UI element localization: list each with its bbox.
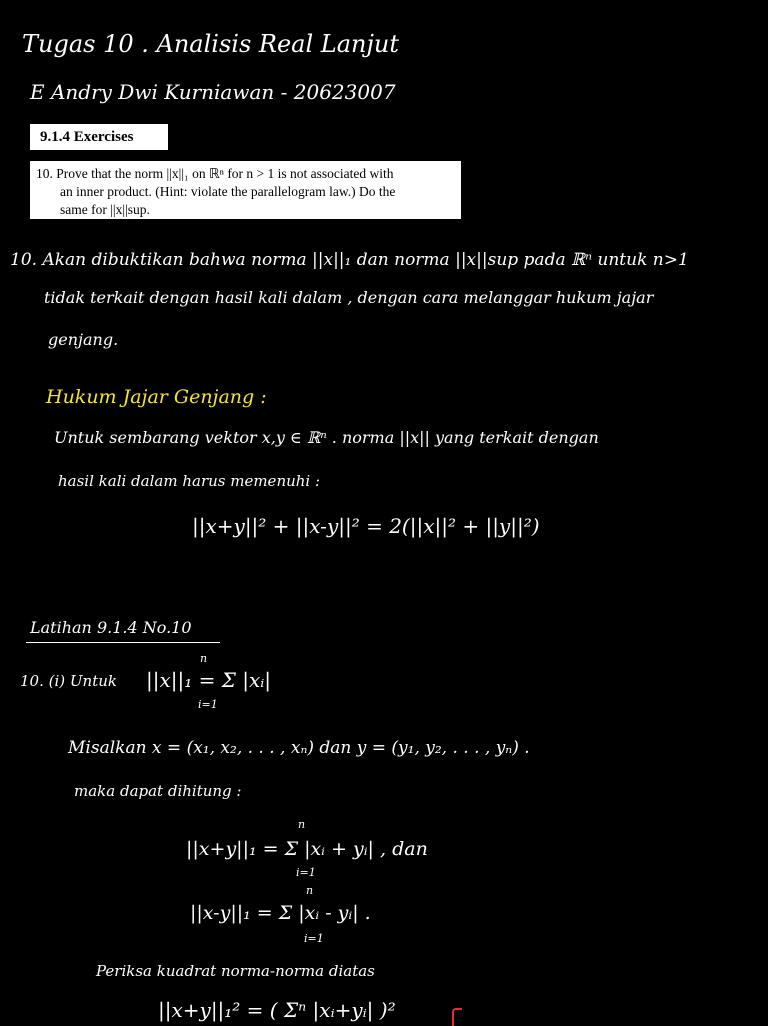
sum-lower-limit: i=1 [296,866,316,879]
misalkan-line: Misalkan x = (x₁, x₂, . . . , xₙ) dan y = (y₁, y₂, . . . , yₙ) . [68,738,530,758]
exercise-statement-line: an inner product. (Hint: violate the parallelogram law.) Do the [60,184,396,199]
section-heading: 9.1.4 Exercises [40,129,134,145]
part-label: 10. (i) Untuk [20,672,117,690]
red-pen-stroke [452,1008,462,1026]
maka-line: maka dapat dihitung : [74,782,242,800]
exercise-statement-line: 10. Prove that the norm ||x||₁ on ℝⁿ for n > 1 is not associated with [36,166,394,181]
sum-lower-limit: i=1 [198,698,218,711]
periksa-line: Periksa kuadrat norma-norma diatas [96,962,375,980]
intro-line: genjang. [48,330,119,349]
law-line: hasil kali dalam harus memenuhi : [58,472,321,490]
equation-sum-minus: ||x-y||₁ = Σ |xᵢ - yᵢ| . [190,902,371,924]
sum-lower-limit: i=1 [304,932,324,945]
parallelogram-formula: ||x+y||² + ||x-y||² = 2(||x||² + ||y||²) [192,514,540,538]
exercise-statement-box [30,161,461,219]
intro-line: tidak terkait dengan hasil kali dalam , dengan cara melanggar hukum jajar [44,288,654,307]
author-line: E Andry Dwi Kurniawan - 20623007 [30,80,396,104]
law-line: Untuk sembarang vektor x,y ∈ ℝⁿ . norma ||x|| yang terkait dengan [54,428,599,447]
law-heading: Hukum Jajar Genjang : [46,386,267,408]
sum-upper-limit: n [200,652,208,665]
exercise-statement-line: same for ||x||sup. [60,202,150,217]
exercise-heading-underline [26,642,220,643]
sum-upper-limit: n [298,818,306,831]
assignment-title: Tugas 10 . Analisis Real Lanjut [22,30,400,58]
equation-squared: ||x+y||₁² = ( Σⁿ |xᵢ+yᵢ| )² [158,998,396,1022]
equation-sum-plus: ||x+y||₁ = Σ |xᵢ + yᵢ| , dan [186,838,428,860]
norm-definition: ||x||₁ = Σ |xᵢ| [146,668,271,692]
intro-line: 10. Akan dibuktikan bahwa norma ||x||₁ dan norma ||x||sup pada ℝⁿ untuk n>1 [10,250,689,270]
exercise-heading: Latihan 9.1.4 No.10 [30,618,192,637]
section-heading-box [30,124,168,150]
sum-upper-limit: n [306,884,314,897]
